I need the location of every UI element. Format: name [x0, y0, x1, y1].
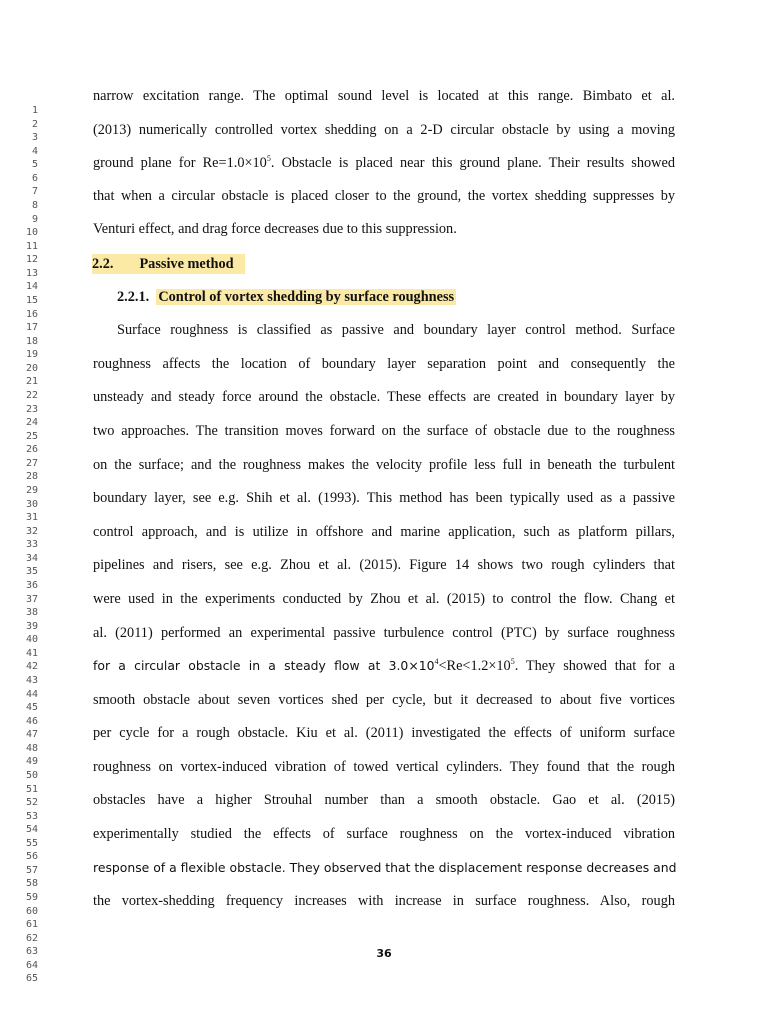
line-number: 60: [25, 905, 38, 917]
line-number: 12: [25, 254, 38, 266]
text-line: experimentally studied the effects of surface roughness on the vortex-induced vibration: [93, 826, 675, 842]
page-number: 36: [376, 947, 392, 960]
text-line: (2013) numerically controlled vortex shedding on a 2-D circular obstacle by using a moving: [93, 122, 675, 138]
text-line: that when a circular obstacle is placed closer to the ground, the vortex shedding suppresses by: [93, 188, 675, 204]
line-number: 21: [25, 376, 38, 388]
text-line: [93, 656, 675, 676]
line-number: 43: [25, 674, 38, 686]
text-run: ground plane for Re=1.0×10: [93, 155, 267, 171]
line-number: 17: [25, 322, 38, 334]
subsection-number: 2.2.1.: [117, 289, 150, 305]
line-number: 10: [25, 227, 38, 239]
line-number: 64: [25, 959, 38, 971]
line-number: 42: [25, 661, 38, 673]
text-line: roughness affects the location of boundary layer separation point and consequently the: [93, 356, 675, 372]
superscript: 4: [434, 657, 439, 666]
line-number: 15: [25, 294, 38, 306]
line-number: 26: [25, 444, 38, 456]
text-line: unsteady and steady force around the obstacle. These effects are created in boundary layer by: [93, 389, 675, 405]
line-number: 1: [31, 105, 38, 116]
line-number: 33: [25, 539, 38, 551]
line-number: 32: [25, 525, 38, 537]
line-number: 49: [25, 756, 38, 768]
line-number: 54: [25, 824, 38, 836]
line-number: 6: [31, 172, 38, 184]
line-number: 3: [31, 132, 38, 144]
line-number: 29: [25, 484, 38, 496]
line-number: 59: [25, 892, 38, 904]
text-run: . Obstacle is placed near this ground plane. Their results showed: [270, 155, 675, 171]
text-line: the vortex-shedding frequency increases with increase in surface roughness. Also, rough: [93, 893, 675, 909]
text-line: obstacles have a higher Strouhal number than a smooth obstacle. Gao et al. (2015): [93, 792, 675, 808]
line-number: 52: [25, 797, 38, 809]
line-number: 7: [31, 186, 38, 198]
line-number: 8: [31, 199, 38, 211]
line-number: 47: [25, 729, 38, 741]
section-title: Passive method: [139, 256, 234, 272]
line-number: 41: [25, 647, 38, 659]
subsection-title: Control of vortex shedding by surface roughness: [158, 289, 455, 305]
line-number: 44: [25, 688, 38, 700]
section-heading: [92, 254, 245, 274]
text-line: were used in the experiments conducted by Zhou et al. (2015) to control the flow. Chang et: [93, 591, 675, 607]
line-number: 19: [25, 349, 38, 361]
line-number: 22: [25, 389, 38, 401]
line-number: 20: [25, 362, 38, 374]
line-number: 25: [25, 430, 38, 442]
text-line: response of a flexible obstacle. They observed that the displacement response decreases and: [93, 860, 677, 875]
line-number: 4: [31, 145, 38, 157]
line-number: 31: [25, 512, 38, 524]
line-number: 51: [25, 783, 38, 795]
text-line: Venturi effect, and drag force decreases due to this suppression.: [93, 221, 457, 237]
text-line: boundary layer, see e.g. Shih et al. (1993). This method has been typically used as a passive: [93, 490, 675, 506]
line-number: 57: [25, 864, 38, 876]
section-number: 2.2.: [92, 256, 114, 272]
line-number: 48: [25, 742, 38, 754]
line-number: 58: [25, 878, 38, 890]
line-number: 14: [25, 281, 38, 293]
line-number: 16: [25, 308, 38, 320]
line-number: 63: [25, 946, 38, 958]
text-line: Surface roughness is classified as passive and boundary layer control method. Surface: [117, 322, 675, 338]
line-number: 2: [31, 118, 38, 130]
text-line: two approaches. The transition moves forward on the surface of obstacle due to the roughness: [93, 423, 675, 439]
line-number: 46: [25, 715, 38, 727]
text-run: <Re<1.2×10: [438, 658, 511, 674]
text-line: control approach, and is utilize in offshore and marine application, such as platform pillars,: [93, 524, 675, 540]
subsection-heading: [117, 287, 456, 307]
line-number: 56: [25, 851, 38, 863]
text-line: per cycle for a rough obstacle. Kiu et al. (2011) investigated the effects of uniform surface: [93, 725, 675, 741]
superscript: 5: [266, 154, 271, 163]
text-line: narrow excitation range. The optimal sound level is located at this range. Bimbato et al.: [93, 88, 675, 104]
line-number: 5: [31, 159, 38, 171]
line-number: 37: [25, 593, 38, 605]
line-number: 27: [25, 457, 38, 469]
line-number: 36: [25, 579, 38, 591]
text-run: . They showed that for a: [514, 658, 675, 674]
text-run: for a circular obstacle in a steady flow at 3.0×10: [93, 658, 435, 673]
line-number: 9: [31, 213, 38, 225]
line-number: 34: [25, 552, 38, 564]
text-line: roughness on vortex-induced vibration of towed vertical cylinders. They found that the rough: [93, 759, 675, 775]
superscript: 5: [510, 657, 515, 666]
text-line: [93, 153, 675, 173]
text-line: pipelines and risers, see e.g. Zhou et al. (2015). Figure 14 shows two rough cylinders that: [93, 557, 675, 573]
line-number: 38: [25, 607, 38, 619]
line-number: 18: [25, 335, 38, 347]
text-line: on the surface; and the roughness makes the velocity profile less full in beneath the turbulent: [93, 457, 675, 473]
line-number: 35: [25, 566, 38, 578]
line-number: 61: [25, 919, 38, 931]
text-line: al. (2011) performed an experimental passive turbulence control (PTC) by surface roughness: [93, 625, 675, 641]
line-number: 40: [25, 634, 38, 646]
line-number: 30: [25, 498, 38, 510]
line-number: 39: [25, 620, 38, 632]
line-number: 24: [25, 417, 38, 429]
line-number: 62: [25, 932, 38, 944]
line-number: 23: [25, 403, 38, 415]
line-number: 65: [25, 973, 38, 985]
line-number: 53: [25, 810, 38, 822]
line-number: 45: [25, 702, 38, 714]
line-number: 50: [25, 769, 38, 781]
text-line: smooth obstacle about seven vortices shed per cycle, but it decreased to about five vortices: [93, 692, 675, 708]
line-number: 11: [25, 240, 38, 252]
line-number: 55: [25, 837, 38, 849]
line-number: 28: [25, 471, 38, 483]
line-number: 13: [25, 267, 38, 279]
